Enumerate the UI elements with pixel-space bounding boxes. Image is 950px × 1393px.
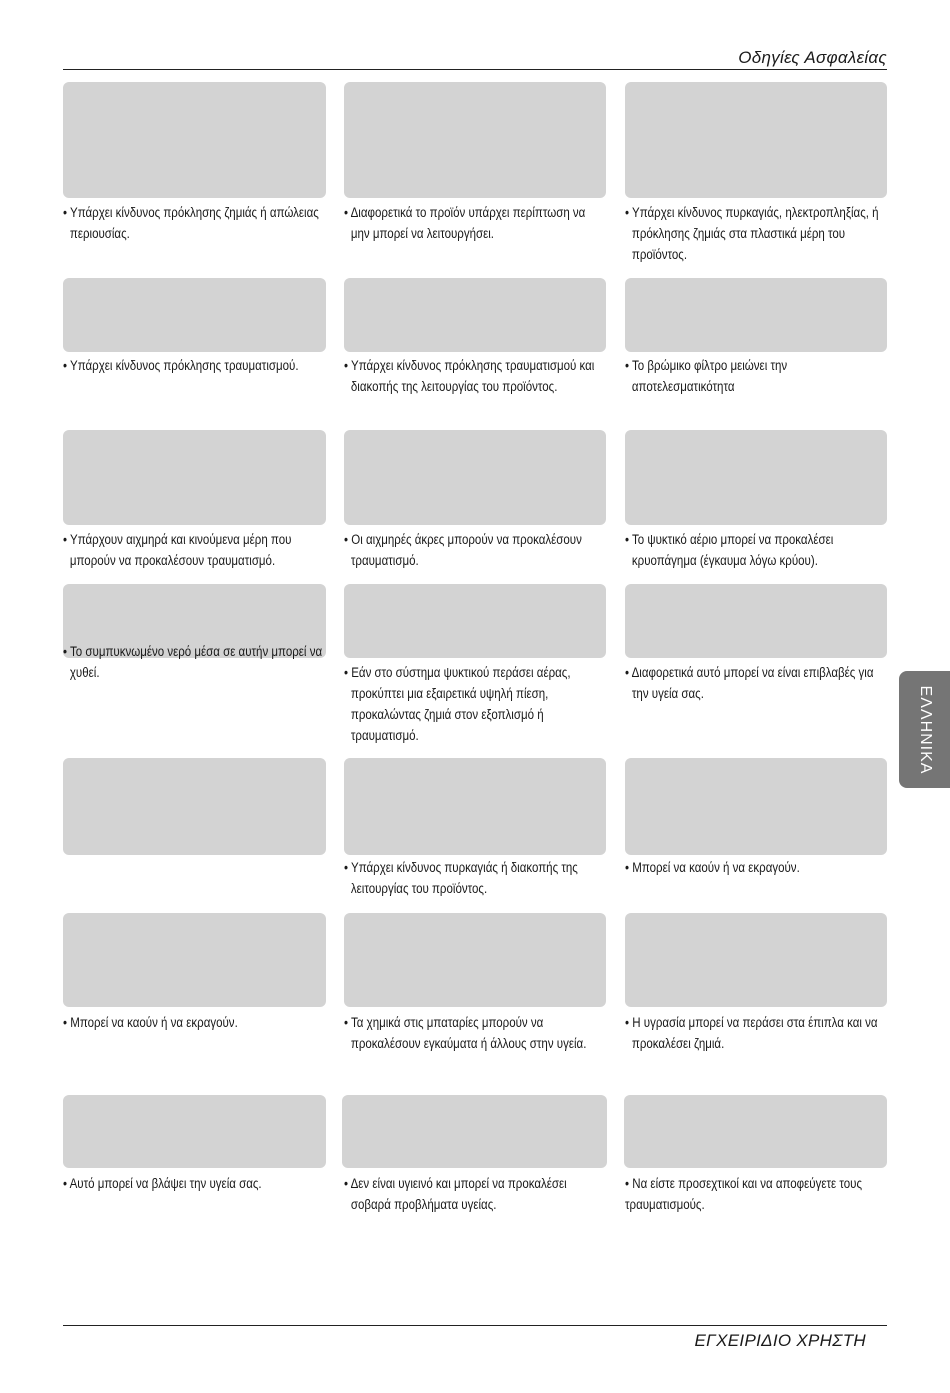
header-divider [63,69,887,70]
illustration-placeholder [63,913,326,1007]
safety-caption: • Εάν στο σύστημα ψυκτικού περάσει αέρας, προκύπτει μια εξαιρετικά υψηλή πίεση, προκαλώντας ζημιά στον εξοπλισμό ή τραυματισμό. [344,665,571,743]
illustration-placeholder [344,82,606,198]
safety-caption: • Οι αιχμηρές άκρες μπορούν να προκαλέσουν τραυματισμό. [344,532,582,568]
illustration-placeholder [625,584,887,658]
safety-caption: • Το ψυκτικό αέριο μπορεί να προκαλέσει κρυοπάγημα (έγκαυμα λόγω κρύου). [625,532,834,568]
illustration-placeholder [63,758,326,855]
safety-caption: • Δεν είναι υγιεινό και μπορεί να προκαλέσει σοβαρά προβλήματα υγείας. [344,1176,567,1212]
illustration-placeholder [344,278,606,352]
language-tab-label: ΕΛΛΗΝΙΚΑ [916,685,934,774]
illustration-placeholder [63,82,326,198]
illustration-placeholder [625,758,887,855]
page-footer-title: ΕΓΧΕΙΡΙΔΙΟ ΧΡΗΣΤΗ [694,1331,866,1350]
safety-caption: • Μπορεί να καούν ή να εκραγούν. [63,1015,238,1030]
safety-caption: • Υπάρχει κίνδυνος πρόκλησης τραυματισμού. [63,358,299,373]
safety-caption: • Υπάρχει κίνδυνος πυρκαγιάς, ηλεκτροπληξίας, ή πρόκλησης ζημιάς στα πλαστικά μέρη του προϊόντος. [625,205,879,262]
safety-caption: • Διαφορετικά αυτό μπορεί να είναι επιβλαβές για την υγεία σας. [625,665,874,701]
illustration-placeholder [344,758,606,855]
safety-caption: • Υπάρχουν αιχμηρά και κινούμενα μέρη που μπορούν να προκαλέσουν τραυματισμό. [63,532,292,568]
illustration-placeholder [342,1095,607,1168]
safety-caption: • Η υγρασία μπορεί να περάσει στα έπιπλα και να προκαλέσει ζημιά. [625,1015,878,1051]
safety-caption: • Υπάρχει κίνδυνος πυρκαγιάς ή διακοπής της λειτουργίας του προϊόντος. [344,860,578,896]
safety-caption: • Να είστε προσεχτικοί και να αποφεύγετε τους τραυματισμούς. [625,1176,862,1212]
safety-caption: • Τα χημικά στις μπαταρίες μπορούν να προκαλέσουν εγκαύματα ή άλλους στην υγεία. [344,1015,587,1051]
page-header-title: Οδηγίες Ασφαλείας [738,48,887,67]
illustration-placeholder [625,430,887,525]
illustration-placeholder [625,913,887,1007]
illustration-placeholder [344,430,606,525]
illustration-placeholder [63,430,326,525]
illustration-placeholder [625,82,887,198]
illustration-placeholder [625,278,887,352]
safety-caption: • Μπορεί να καούν ή να εκραγούν. [625,860,800,875]
safety-caption: • Το βρώμικο φίλτρο μειώνει την αποτελεσματικότητα [625,358,788,394]
safety-caption: • Διαφορετικά το προϊόν υπάρχει περίπτωση να μην μπορεί να λειτουργήσει. [344,205,586,241]
illustration-placeholder [63,278,326,352]
safety-caption: • Υπάρχει κίνδυνος πρόκλησης ζημιάς ή απώλειας περιουσίας. [63,205,319,241]
safety-caption: • Αυτό μπορεί να βλάψει την υγεία σας. [63,1176,262,1191]
illustration-placeholder [63,1095,326,1168]
safety-caption: • Το συμπυκνωμένο νερό μέσα σε αυτήν μπορεί να χυθεί. [63,644,323,680]
illustration-placeholder [344,584,606,658]
safety-caption: • Υπάρχει κίνδυνος πρόκλησης τραυματισμού και διακοπής της λειτουργίας του προϊόντος. [344,358,595,394]
illustration-placeholder [344,913,606,1007]
illustration-placeholder [624,1095,887,1168]
footer-divider [63,1325,887,1326]
language-tab [899,671,950,788]
